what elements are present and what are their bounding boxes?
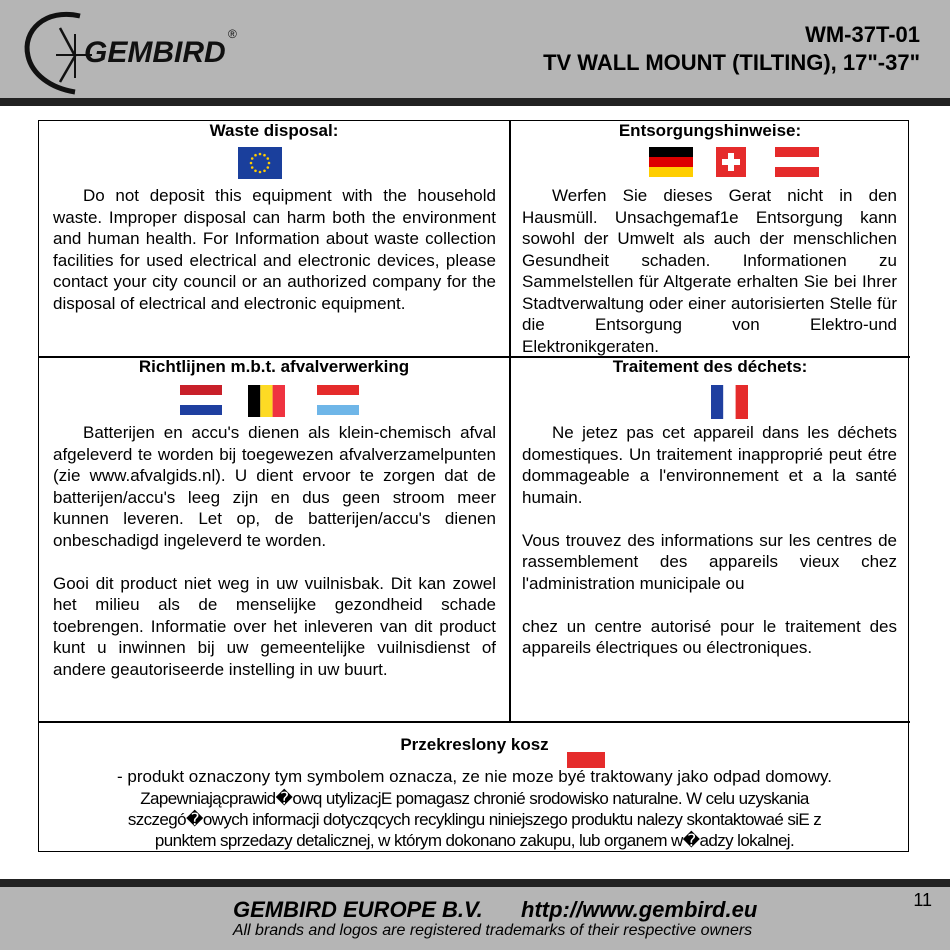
- footer-company: GEMBIRD EUROPE B.V.: [233, 897, 483, 922]
- section-dutch: [39, 357, 509, 721]
- paragraph: Gooi dit product niet weg in uw vuilnisbak. Dit kan zowel het milieu als de menselijke gezondheid schade toebrengen. Informatie over het inleveren van dit product kunt u inwinnen bij uw gemeentelijke vuilnisdienst of andere geautoriseerde instelling in uw buurt.: [53, 573, 496, 679]
- logo-brand-text: GEMBIRD: [84, 36, 226, 69]
- footer-url: http://www.gembird.eu: [521, 897, 758, 922]
- polish-line: Zapewniającprawid�owq utylizacjE pomagasz chronié srodowisko naturalne. W celu uzyskania: [140, 789, 809, 808]
- luxembourg-flag: [317, 385, 359, 415]
- paragraph: Batterijen en accu's dienen als klein-chemisch afval afgeleverd te worden bij toegewezen afvalverzamelpunten (zie www.afvalgids.nl). U dient ervoor te zorgen dat de batterijen/accu's leeg zijn en dus geen stroom meer kunnen leveren. Let op, de batterijen/accu's dienen onbeschadigd ingeleverd te worden.: [53, 423, 496, 550]
- section-body: [522, 422, 897, 659]
- netherlands-flag: [180, 385, 222, 415]
- polish-line: punktem sprzedazy detalicznej, w którym dokonano zakupu, lub organem w�adzy lokalnej.: [154, 831, 795, 850]
- austria-flag: [775, 147, 819, 177]
- section-title: Przekreslony kosz: [400, 735, 549, 754]
- france-flag: [711, 385, 748, 419]
- section-title: Traitement des déchets:: [612, 357, 808, 376]
- disposal-table: [38, 120, 909, 852]
- section-body: [522, 185, 897, 357]
- header-divider: [0, 98, 950, 106]
- switzerland-flag: [716, 147, 746, 177]
- polish-line: - produkt oznaczony tym symbolem oznacza, ze nie moze byé traktowany jako odpad domowy.: [117, 767, 832, 786]
- paragraph: Vous trouvez des informations sur les centres de rassemblement des appareils vieux chez l'administration municipale ou: [522, 530, 897, 593]
- page-number: 11: [913, 890, 932, 910]
- eu-flag: [238, 147, 282, 179]
- section-body: [53, 422, 496, 680]
- footer-trademark-note: All brands and logos are registered trademarks of their respective owners: [232, 922, 753, 939]
- section-title: Waste disposal:: [209, 121, 339, 140]
- germany-flag: [649, 147, 693, 177]
- paragraph: Do not deposit this equipment with the household waste. Improper disposal can harm both the environment and human health. For Information about waste collection facilities for used electrical and electronic devices, please contact your city council or an authorized company for the disposal of electrical and electronic equipment.: [53, 186, 496, 313]
- product-title: TV WALL MOUNT (TILTING), 17"-37": [543, 50, 920, 75]
- section-english: [39, 121, 509, 356]
- section-title: Richtlijnen m.b.t. afvalverwerking: [138, 357, 410, 376]
- section-title: Entsorgungshinweise:: [618, 121, 802, 140]
- gembird-logo: [20, 6, 260, 96]
- footer-divider: [0, 879, 950, 887]
- section-french: [510, 357, 910, 721]
- belgium-flag: [248, 385, 285, 417]
- section-body: [53, 185, 496, 314]
- paragraph: Ne jetez pas cet appareil dans les déchets domestiques. Un traitement inapproprié peut étre dommageable a l'environnement et a la santé humain.: [522, 423, 897, 507]
- model-number: WM-37T-01: [805, 22, 920, 47]
- paragraph: Werfen Sie dieses Gerat nicht in den Hausmüll. Unsachgemaf1e Entsorgung kann sowohl der Umwelt als auch der menschlichen Gesundheit schaden. Informationen zu Sammelstellen für Altgerate erhalten Sie bei Ihrer Stadtverwaltung oder einer autorisierten Stelle für die Entsorgung von Elektro-und Elektronikgeraten.: [522, 186, 897, 356]
- polish-line: szczegó�owych informacji dotyczqcych recyklingu niniejszego produktu nalezy skontaktowaé siE z: [127, 810, 822, 829]
- registered-mark: ®: [228, 27, 237, 41]
- section-german: [510, 121, 910, 356]
- paragraph: chez un centre autorisé pour le traitement des appareils électriques ou électroniques.: [522, 616, 897, 657]
- section-polish: [39, 722, 910, 852]
